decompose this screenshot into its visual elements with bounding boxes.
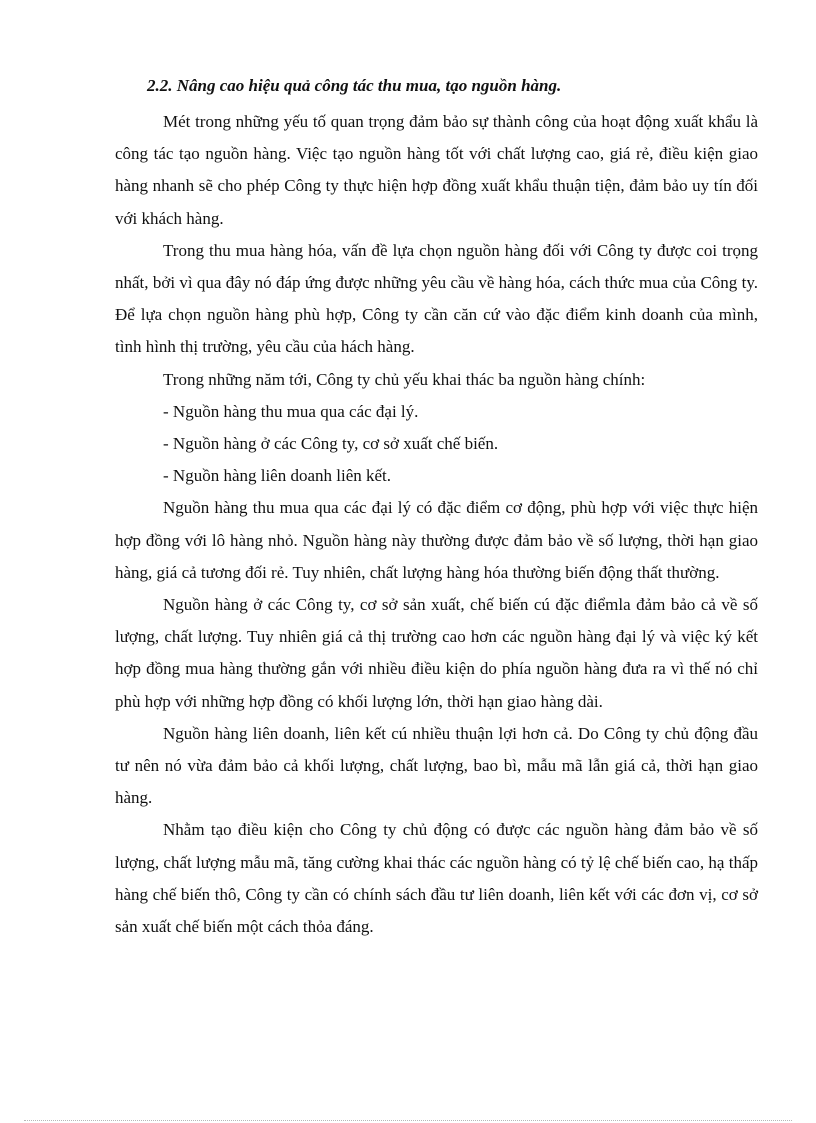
list-item-companies: - Nguồn hàng ở các Công ty, cơ sở xuất chế biến.: [163, 434, 499, 454]
paragraph-agents: Nguồn hàng thu mua qua các đại lý có đặc điểm cơ động, phù hợp với việc thực hiện hợp đồng với lô hàng nhỏ. Nguồn hàng này thường được đảm bảo về số lượng, thời hạn giao hàng, giá cả tương đối rẻ. Tuy nhiên, chất lượng hàng hóa thường biến động thất thường.: [115, 498, 758, 582]
list-item-agents: - Nguồn hàng thu mua qua các đại lý.: [163, 401, 419, 421]
page-bottom-divider: [24, 1120, 792, 1121]
paragraph-intro: Mét trong những yếu tố quan trọng đảm bảo sự thành công của hoạt động xuất khẩu là công tác tạo nguồn hàng. Việc tạo nguồn hàng tốt với chất lượng cao, giá rẻ, điều kiện giao hàng nhanh sẽ cho phép Công ty thực hiện hợp đồng xuất khẩu thuận tiện, đảm bảo uy tín đối với khách hàng.: [115, 112, 758, 228]
document-body: [115, 74, 758, 943]
paragraph-three-sources: Trong những năm tới, Công ty chủ yếu khai thác ba nguồn hàng chính:: [163, 369, 646, 389]
paragraph-joint-venture: Nguồn hàng liên doanh, liên kết cú nhiều thuận lợi hơn cả. Do Công ty chủ động đầu tư nên nó vừa đảm bảo cả khối lượng, chất lượng, bao bì, mẫu mã lẫn giá cả, thời hạn giao hàng.: [115, 723, 758, 808]
paragraph-companies: Nguồn hàng ở các Công ty, cơ sở sản xuất, chế biến cú đặc điểmla đảm bảo cả về số lượng, chất lượng. Tuy nhiên giá cả thị trường cao hơn các nguồn hàng đại lý và việc ký kết hợp đồng mua hàng thường gắn với nhiều điều kiện do phía nguồn hàng đưa ra vì thế nó chỉ phù hợp với những hợp đồng có khối lượng lớn, thời hạn giao hàng dài.: [115, 595, 758, 711]
list-item-joint-venture: - Nguồn hàng liên doanh liên kết.: [163, 466, 392, 486]
paragraph-policy: Nhằm tạo điều kiện cho Công ty chủ động có được các nguồn hàng đảm bảo về số lượng, chất lượng mẫu mã, tăng cường khai thác các nguồn hàng có tỷ lệ chế biến cao, hạ thấp hàng chế biến thô, Công ty cần có chính sách đầu tư liên doanh, liên kết với các đơn vị, cơ sở sản xuất chế biến một cách thỏa đáng.: [115, 820, 758, 937]
section-heading: 2.2. Nâng cao hiệu quả công tác thu mua, tạo nguồn hàng.: [147, 76, 562, 95]
paragraph-source-selection: Trong thu mua hàng hóa, vấn đề lựa chọn nguồn hàng đối với Công ty được coi trọng nhất, bởi vì qua đây nó đáp ứng được những yêu cầu về hàng hóa, cách thức mua của Công ty. Để lựa chọn nguồn hàng phù hợp, Công ty cần căn cứ vào đặc điểm kinh doanh của mình, tình hình thị trường, yêu cầu của hách hàng.: [115, 240, 758, 357]
